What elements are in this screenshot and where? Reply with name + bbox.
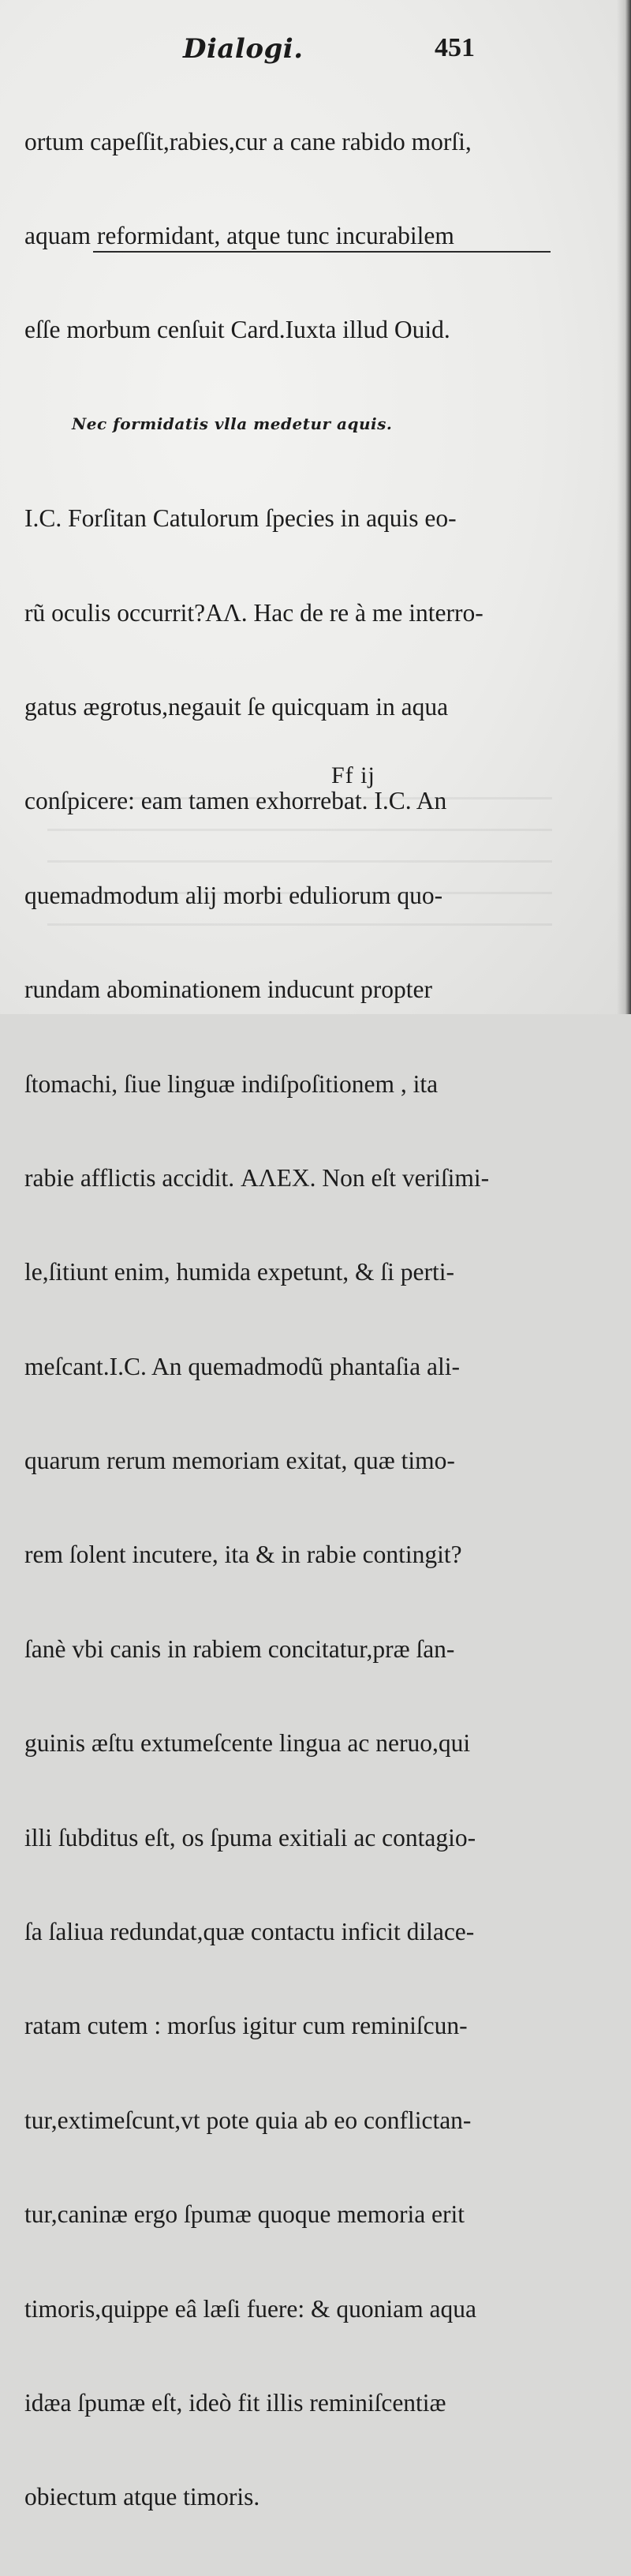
text-line: guinis æſtu extumeſcente lingua ac neruo,qui [24, 1729, 471, 1758]
text-line: idæa ſpumæ eſt, ideò fit illis reminiſcentiæ [24, 2388, 446, 2417]
page-edge-shadow [617, 0, 631, 1014]
underline-rule [93, 251, 551, 253]
signature-mark: Ff ij [331, 762, 375, 788]
text-line: timoris,quippe eâ læſi fuere: & quoniam aqua [24, 2294, 476, 2323]
text-line: rem ſolent incutere, ita & in rabie contingit? [24, 1541, 462, 1569]
text-line: obiectum atque timoris. [24, 2483, 260, 2511]
ovid-quotation: Nec formidatis vlla medetur aquis. [72, 414, 393, 433]
text-line: ratam cutem : morſus igitur cum reminiſcun- [24, 2012, 468, 2040]
text-line: meſcant.I.C. An quemadmodũ phantaſia ali- [24, 1352, 460, 1380]
body-text [24, 63, 498, 2576]
text-line: quarum rerum memoriam exitat, quæ timo- [24, 1447, 455, 1475]
text-line: I.C. Forſitan Catulorum ſpecies in aquis eo- [24, 504, 457, 533]
text-line: rundam abominationem inducunt propter [24, 975, 432, 1004]
running-head-title: Dialogi. [183, 33, 304, 65]
text-line: ſa ſaliua redundat,quæ contactu inficit dilace- [24, 1918, 475, 1946]
text-line: aquam reformidant, atque tunc incurabilem [24, 221, 454, 249]
text-line: ſtomachi, ſiue linguæ indiſpoſitionem , ita [24, 1069, 439, 1098]
text-line: eſſe morbum cenſuit Card.Iuxta illud Ouid. [24, 316, 450, 344]
text-line: rũ oculis occurrit?ΑΛ. Hac de re à me interro- [24, 598, 484, 627]
text-line: rabie afflictis accidit. ΑΛΕΧ. Non eſt veriſimi- [24, 1163, 490, 1192]
page-number: 451 [435, 33, 475, 62]
text-line: conſpicere: eam tamen exhorrebat. I.C. An [24, 787, 447, 815]
text-line: illi ſubditus eſt, os ſpuma exitiali ac contagio- [24, 1823, 476, 1852]
text-line: ſanè vbi canis in rabiem concitatur,præ ſan- [24, 1634, 455, 1663]
text-line: ortum capeſſit,rabies,cur a cane rabido morſi, [24, 127, 472, 155]
text-line: tur,extimeſcunt,vt pote quia ab eo conflictan- [24, 2106, 472, 2134]
show-through-text [47, 781, 552, 939]
text-line: tur,caninæ ergo ſpumæ quoque memoria erit [24, 2200, 465, 2229]
text-line: gatus ægrotus,negauit ſe quicquam in aqua [24, 692, 449, 721]
text-line: le,ſitiunt enim, humida expetunt, & ſi perti- [24, 1258, 455, 1286]
text-line: quemadmodum alij morbi eduliorum quo- [24, 881, 443, 909]
